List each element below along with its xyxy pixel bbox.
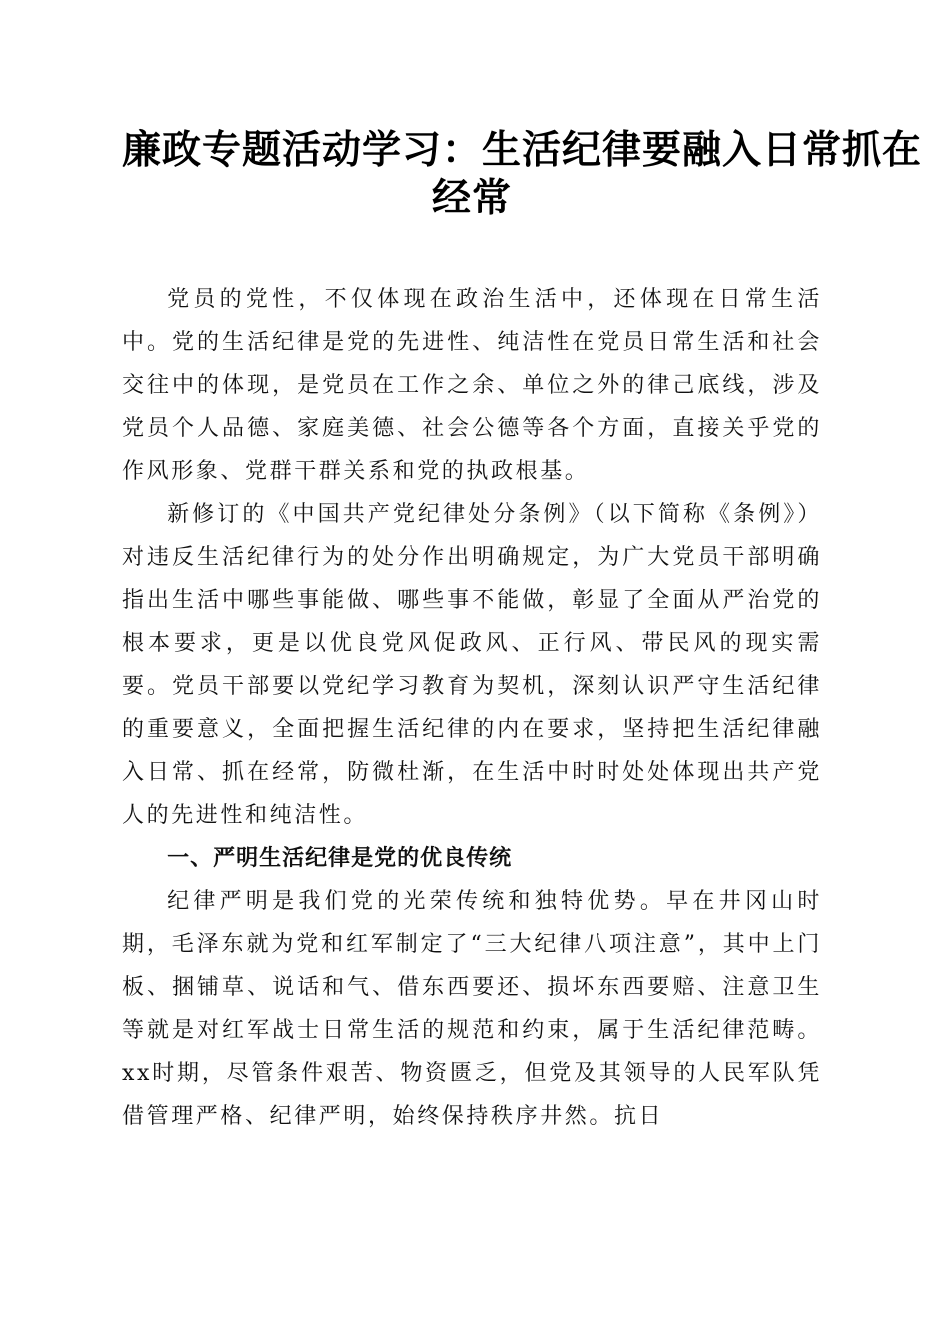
- document-title-line-2: 经常: [431, 175, 512, 221]
- document-body: [122, 278, 822, 1138]
- document-title: [122, 126, 923, 222]
- document-title-line-1: 廉政专题活动学习：生活纪律要融入日常抓在: [122, 127, 923, 173]
- body-paragraph-1: 党员的党性，不仅体现在政治生活中，还体现在日常生活中。党的生活纪律是党的先进性、纯洁性在党员日常生活和社会交往中的体现，是党员在工作之余、单位之外的律己底线，涉及党员个人品德、家庭美德、社会公德等各个方面，直接关乎党的作风形象、党群干群关系和党的执政根基。: [122, 287, 822, 484]
- body-paragraph-2: 新修订的《中国共产党纪律处分条例》（以下简称《条例》）对违反生活纪律行为的处分作出明确规定，为广大党员干部明确指出生活中哪些事能做、哪些事不能做，彰显了全面从严治党的根本要求，更是以优良党风促政风、正行风、带民风的现实需要。党员干部要以党纪学习教育为契机，深刻认识严守生活纪律的重要意义，全面把握生活纪律的内在要求，坚持把生活纪律融入日常、抓在经常，防微杜渐，在生活中时时处处体现出共产党人的先进性和纯洁性。: [122, 502, 822, 828]
- section-heading-1: 一、严明生活纪律是党的优良传统: [167, 846, 513, 871]
- section-1-paragraph: 纪律严明是我们党的光荣传统和独特优势。早在井冈山时期，毛泽东就为党和红军制定了“三大纪律八项注意”，其中上门板、捆铺草、说话和气、借东西要还、损坏东西要赔、注意卫生等就是对红军战士日常生活的规范和约束，属于生活纪律范畴。xx时期，尽管条件艰苦、物资匮乏，但党及其领导的人民军队凭借管理严格、纪律严明，始终保持秩序井然。抗日: [122, 889, 822, 1129]
